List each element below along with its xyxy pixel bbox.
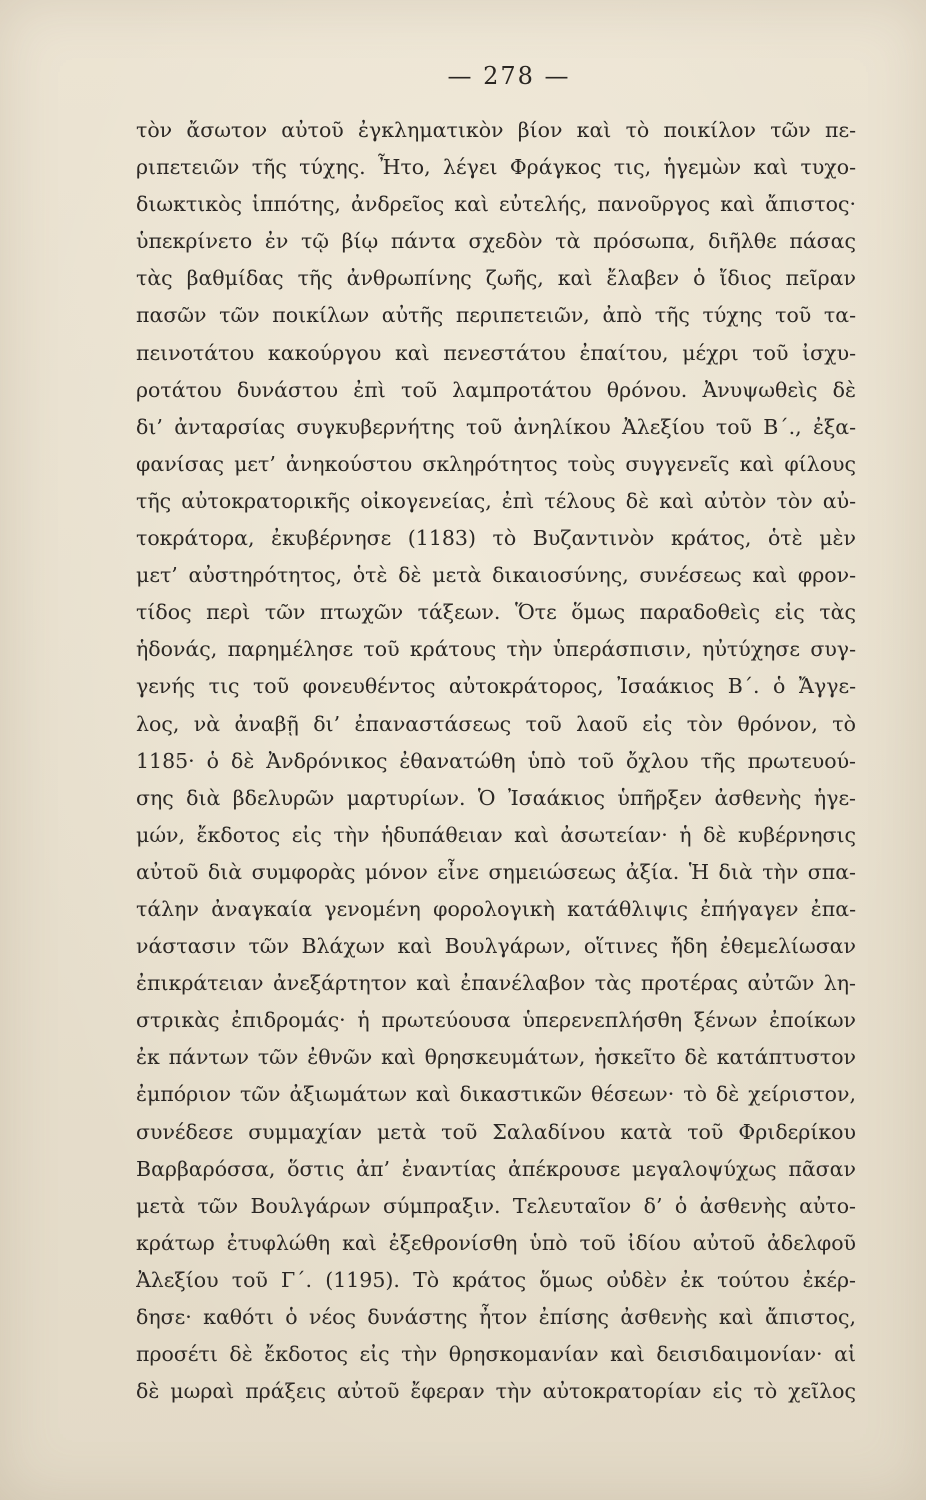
text-line: δι’ ἀνταρσίας συγκυβερνήτης τοῦ ἀνηλίκου Ἀλεξίου τοῦ Β΄., ἐξα- — [136, 414, 856, 439]
text-line: Βαρβαρόσσα, ὅστις ἀπ’ ἐναντίας ἀπέκρουσε μεγαλοψύχως πᾶσαν — [136, 1156, 856, 1181]
text-line: διωκτικὸς ἱππότης, ἀνδρεῖος καὶ εὐτελής, πανοῦργος καὶ ἄπιστος· — [136, 192, 856, 217]
text-line: τὰς βαθμίδας τῆς ἀνθρωπίνης ζωῆς, καὶ ἔλαβεν ὁ ἴδιος πεῖραν — [136, 266, 856, 291]
text-line: ὑπεκρίνετο ἐν τῷ βίῳ πάντα σχεδὸν τὰ πρόσωπα, διῆλθε πάσας — [136, 229, 856, 254]
text-line: τῆς αὐτοκρατορικῆς οἰκογενείας, ἐπὶ τέλους δὲ καὶ αὐτὸν τὸν αὐ- — [136, 488, 856, 513]
text-line: κράτωρ ἐτυφλώθη καὶ ἐξεθρονίσθη ὑπὸ τοῦ ἰδίου αὐτοῦ ἀδελφοῦ — [136, 1230, 856, 1255]
text-line: ἐπικράτειαν ἀνεξάρτητον καὶ ἐπανέλαβον τὰς προτέρας αὐτῶν λη- — [136, 971, 856, 996]
text-line: Ἀλεξίου τοῦ Γ΄. (1195). Τὸ κράτος ὅμως οὐδὲν ἐκ τούτου ἐκέρ- — [136, 1267, 856, 1292]
text-line: γενής τις τοῦ φονευθέντος αὐτοκράτορος, Ἰσαάκιος Β΄. ὁ Ἄγγε- — [136, 674, 856, 699]
text-line: δὲ μωραὶ πράξεις αὐτοῦ ἔφεραν τὴν αὐτοκρατορίαν εἰς τὸ χεῖλος — [136, 1379, 856, 1404]
text-line: ἡδονάς, παρημέλησε τοῦ κράτους τὴν ὑπεράσπισιν, ηὐτύχησε συγ- — [136, 637, 856, 662]
text-line: μετὰ τῶν Βουλγάρων σύμπραξιν. Τελευταῖον δ’ ὁ ἀσθενὴς αὐτο- — [136, 1193, 856, 1218]
page-number: — 278 — — [447, 62, 571, 90]
text-line: μετ’ αὐστηρότητος, ὁτὲ δὲ μετὰ δικαιοσύνης, συνέσεως καὶ φρον- — [136, 563, 856, 588]
text-line: αὐτοῦ διὰ συμφορὰς μόνον εἶνε σημειώσεως ἀξία. Ἡ διὰ τὴν σπα- — [136, 859, 856, 884]
text-line: πεινοτάτου κακούργου καὶ πενεστάτου ἐπαίτου, μέχρι τοῦ ἰσχυ- — [136, 340, 856, 365]
text-line: στρικὰς ἐπιδρομάς· ἡ πρωτεύουσα ὑπερενεπλήσθη ξένων ἐποίκων — [136, 1008, 856, 1033]
text-line: μών, ἔκδοτος εἰς τὴν ἡδυπάθειαν καὶ ἀσωτείαν· ἡ δὲ κυβέρνησις — [136, 822, 856, 847]
text-line: τὸν ἄσωτον αὐτοῦ ἐγκληματικὸν βίον καὶ τὸ ποικίλον τῶν πε- — [136, 118, 856, 142]
text-line: τοκράτορα, ἐκυβέρνησε (1183) τὸ Βυζαντινὸν κράτος, ὁτὲ μὲν — [136, 526, 856, 551]
text-line: ροτάτου δυνάστου ἐπὶ τοῦ λαμπροτάτου θρόνου. Ἀνυψωθεὶς δὲ — [136, 377, 856, 402]
text-line: ριπετειῶν τῆς τύχης. Ἦτο, λέγει Φράγκος τις, ἡγεμὼν καὶ τυχο- — [136, 155, 856, 180]
text-line: δησε· καθότι ὁ νέος δυνάστης ἦτον ἐπίσης ἀσθενὴς καὶ ἄπιστος, — [136, 1305, 856, 1329]
text-line: ἐμπόριον τῶν ἀξιωμάτων καὶ δικαστικῶν θέσεων· τὸ δὲ χείριστον, — [136, 1082, 856, 1107]
text-line: σης διὰ βδελυρῶν μαρτυρίων. Ὁ Ἰσαάκιος ὑπῆρξεν ἀσθενὴς ἡγε- — [136, 785, 856, 810]
text-line: νάστασιν τῶν Βλάχων καὶ Βουλγάρων, οἵτινες ἤδη ἐθεμελίωσαν — [136, 934, 856, 959]
text-line: ἐκ πάντων τῶν ἐθνῶν καὶ θρησκευμάτων, ἠσκεῖτο δὲ κατάπτυστον — [136, 1045, 856, 1070]
text-line: 1185· ὁ δὲ Ἀνδρόνικος ἐθανατώθη ὑπὸ τοῦ ὄχλου τῆς πρωτευού- — [136, 748, 856, 773]
text-line: προσέτι δὲ ἔκδοτος εἰς τὴν θρησκομανίαν καὶ δεισιδαιμονίαν· αἱ — [136, 1342, 856, 1367]
text-line: φανίσας μετ’ ἀνηκούστου σκληρότητος τοὺς συγγενεῖς καὶ φίλους — [136, 451, 856, 476]
text-line: λος, νὰ ἀναβῇ δι’ ἐπαναστάσεως τοῦ λαοῦ εἰς τὸν θρόνον, τὸ — [136, 711, 856, 736]
text-line: πασῶν τῶν ποικίλων αὐτῆς περιπετειῶν, ἀπὸ τῆς τύχης τοῦ τα- — [136, 303, 856, 328]
body-text — [136, 112, 856, 1410]
text-line: συνέδεσε συμμαχίαν μετὰ τοῦ Σαλαδίνου κατὰ τοῦ Φριδερίκου — [136, 1119, 856, 1144]
text-line: τάλην ἀναγκαία γενομένη φορολογικὴ κατάθλιψις ἐπήγαγεν ἐπα- — [136, 896, 856, 921]
text-line: τίδος περὶ τῶν πτωχῶν τάξεων. Ὅτε ὅμως παραδοθεὶς εἰς τὰς — [136, 600, 856, 625]
